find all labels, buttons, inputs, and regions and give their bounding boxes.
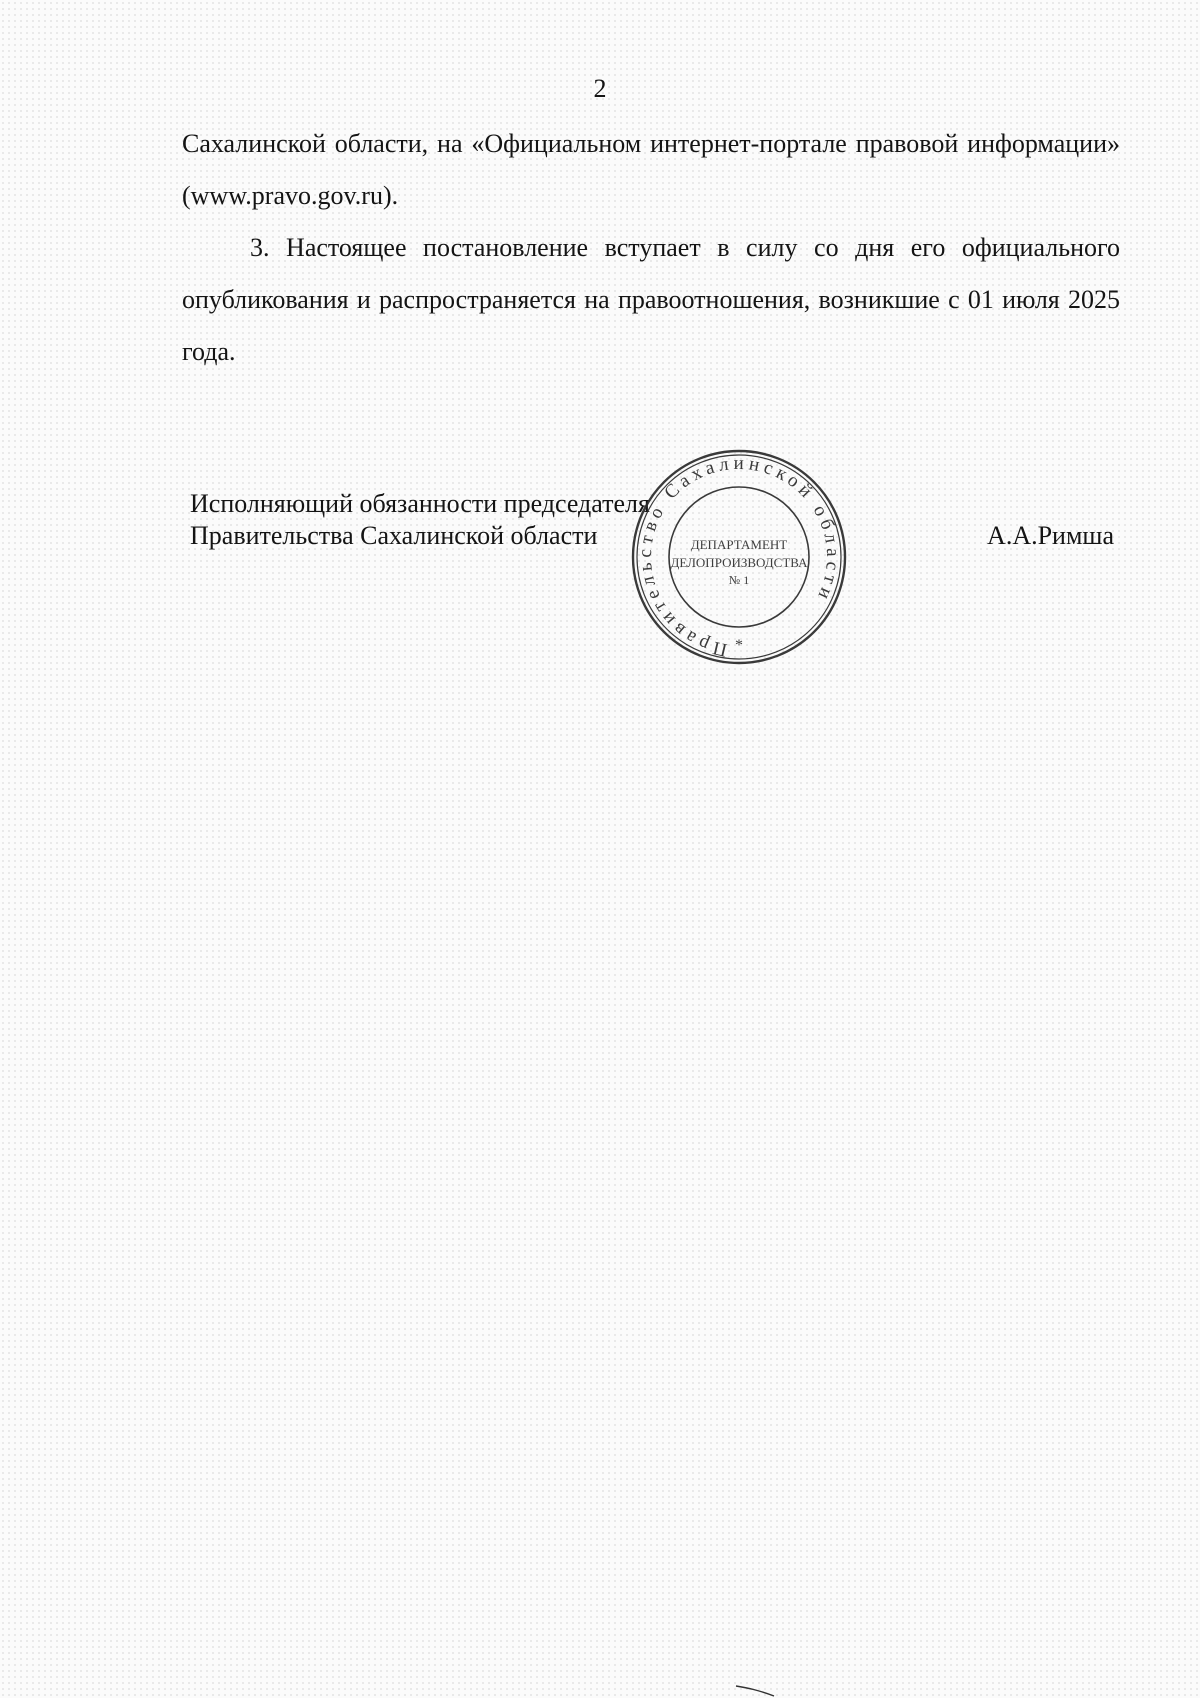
paragraph-continuation: Сахалинской области, на «Официальном интернет-портале правовой информации» (www.pravo.gov.ru). [182,129,1120,210]
seal-inner-line-1: ДЕПАРТАМЕНТ [690,537,788,552]
seal-inner-line-3: № 1 [728,573,750,587]
official-seal-stamp [628,446,850,668]
signatory-position-line-1: Исполняющий обязанности председателя [190,489,650,518]
seal-inner-line-2: ДЕЛОПРОИЗВОДСТВА [670,555,808,570]
page-number: 2 [593,74,607,103]
paragraph-3: 3. Настоящее постановление вступает в силу со дня его официального опубликования и распространяется на правоотношения, возникшие с 01 июля 2025 года. [182,233,1120,366]
seal-outer-text: Правительство Сахалинской области [634,452,844,661]
signatory-position-line-2: Правительства Сахалинской области [190,521,598,550]
document-body [182,118,1120,378]
signatory-name: А.А.Римша [987,521,1114,550]
seal-star: * [735,637,743,654]
seal-graphic [628,446,850,668]
scan-artifact-mark [734,1684,784,1698]
